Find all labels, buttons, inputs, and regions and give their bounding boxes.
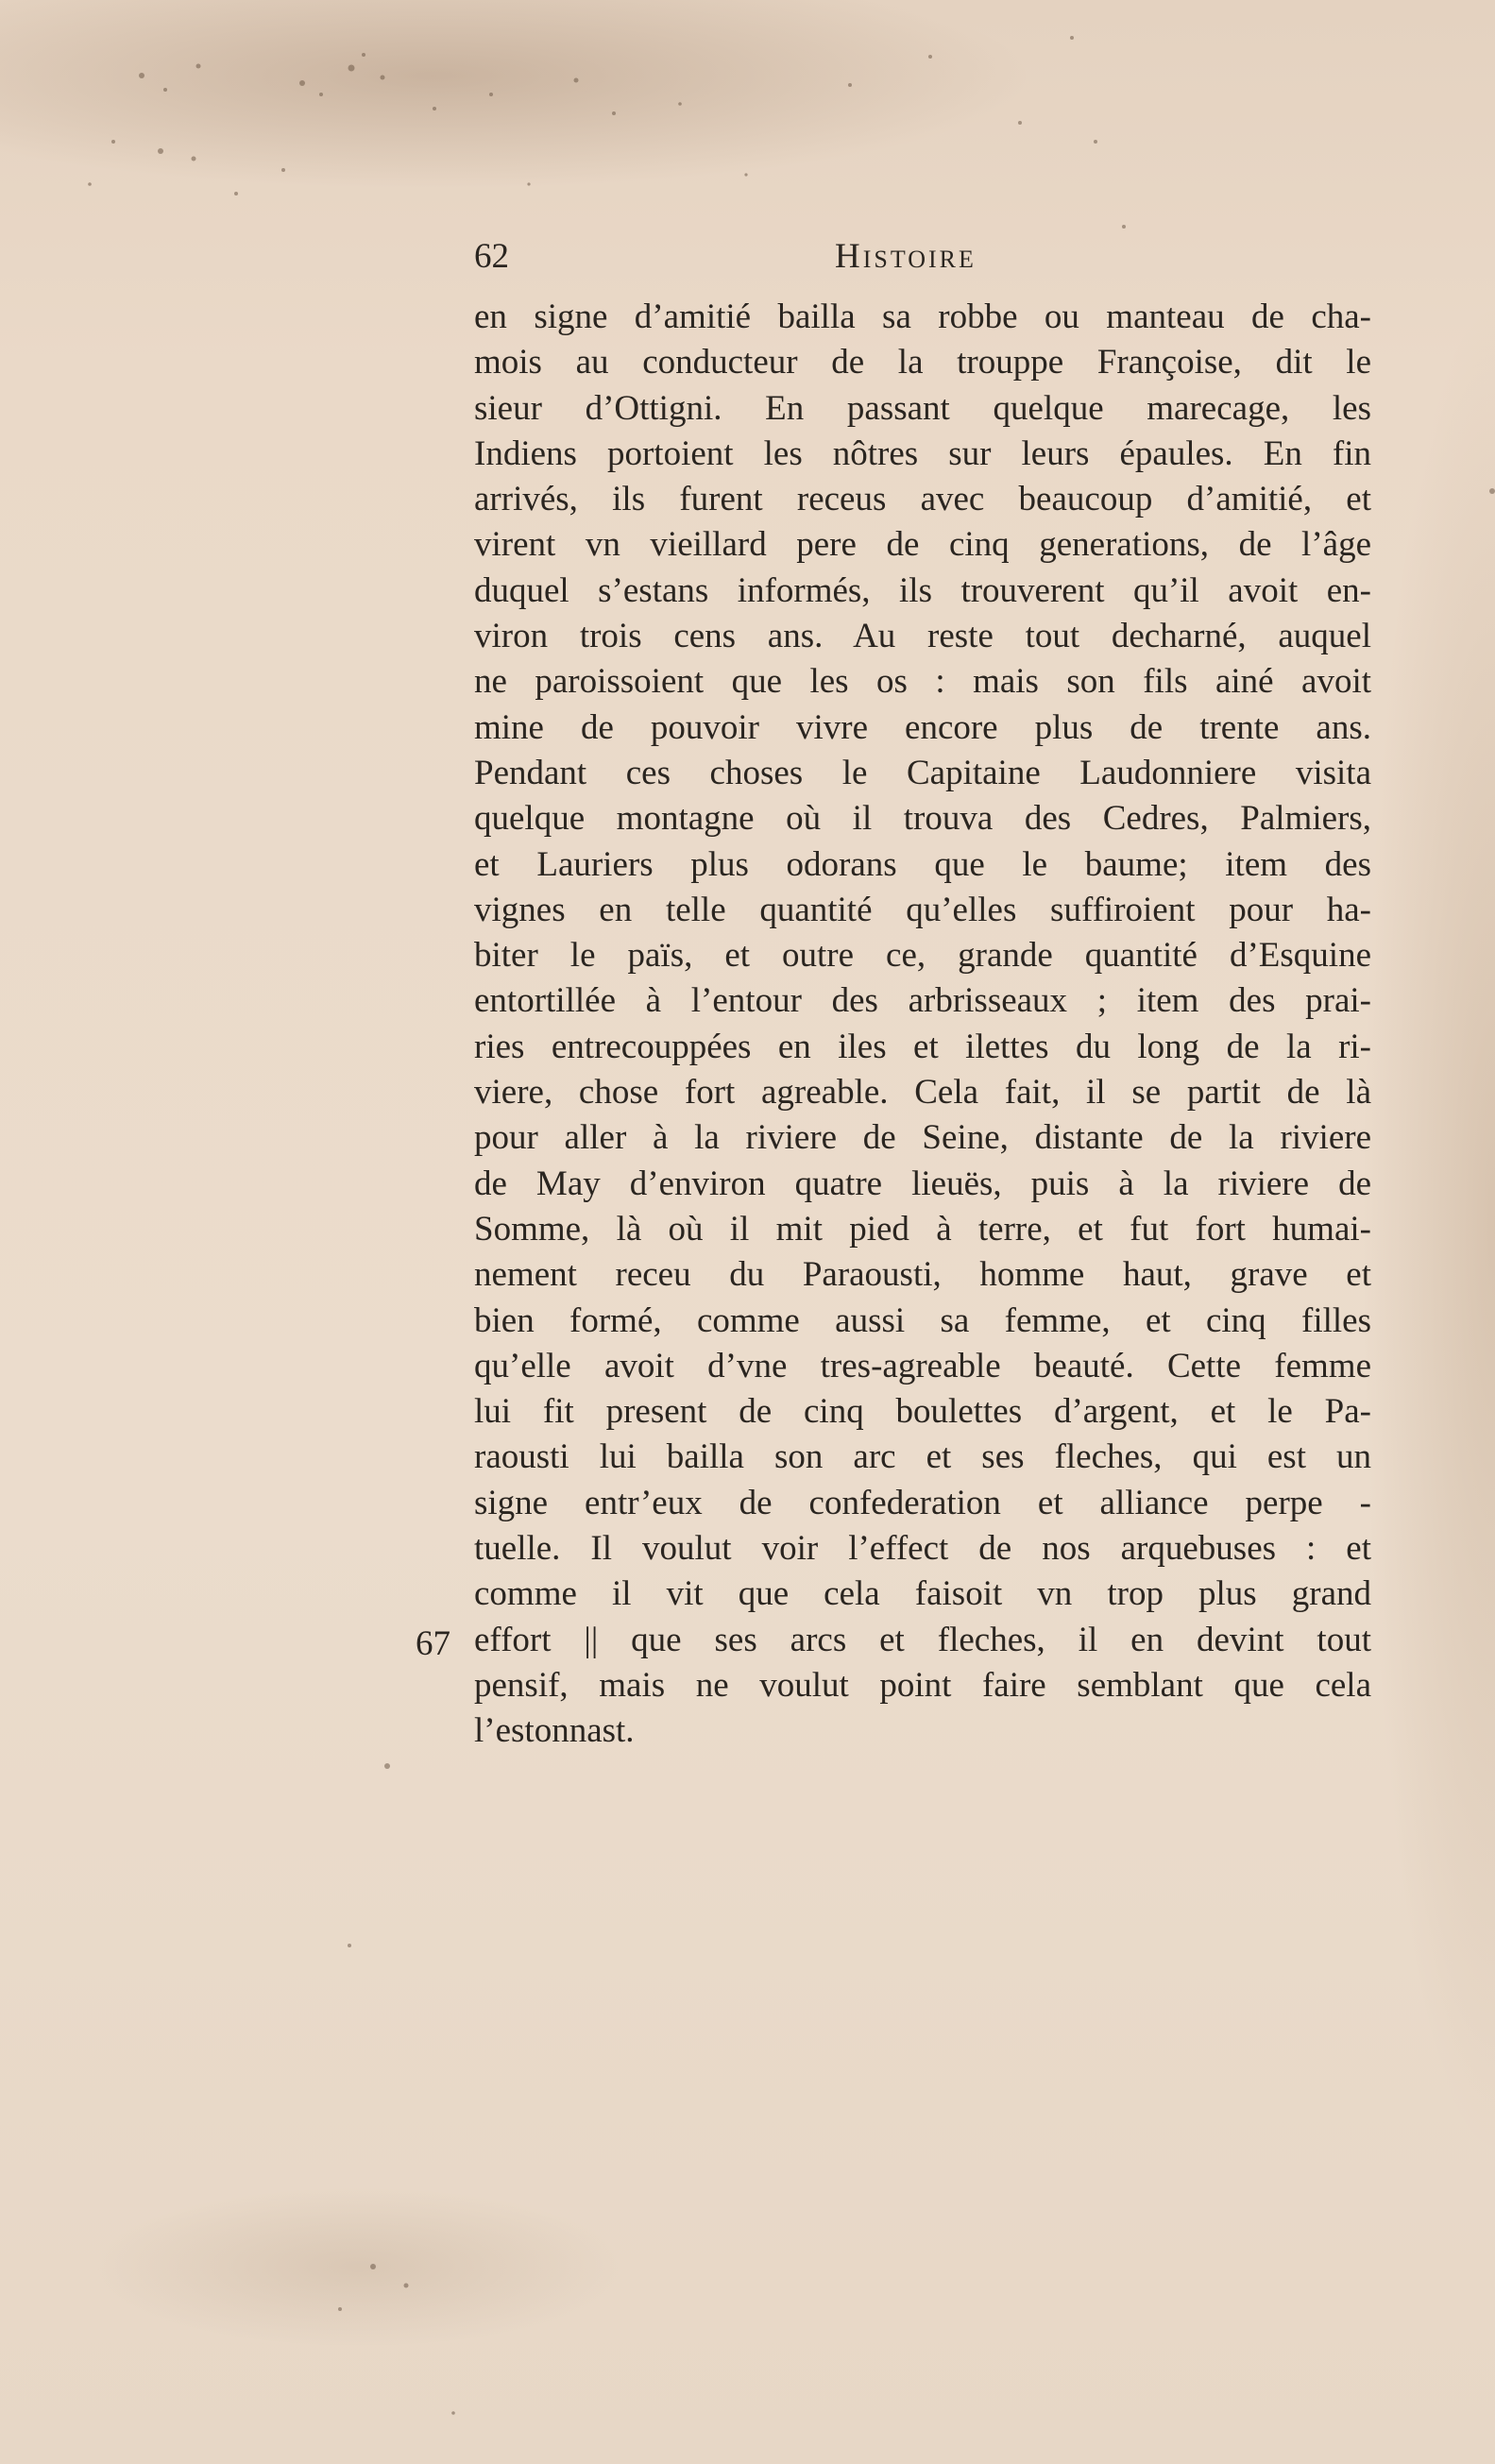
text-line-26: raousti lui bailla son arc et ses fleches, qui est un bbox=[474, 1437, 1371, 1477]
text-line-31: pensif, mais ne voulut point faire semblant que cela bbox=[474, 1665, 1371, 1705]
text-line-22: nement receu du Paraousti, homme haut, grave et bbox=[474, 1255, 1371, 1295]
text-line-17: ries entrecouppées en iles et ilettes du long de la ri- bbox=[474, 1027, 1371, 1066]
text-line-19: pour aller à la riviere de Seine, distante de la riviere bbox=[474, 1118, 1371, 1158]
text-line-27: signe entr’eux de confederation et alliance perpe - bbox=[474, 1483, 1371, 1522]
text-line-18: viere, chose fort agreable. Cela fait, il se partit de là bbox=[474, 1073, 1371, 1113]
text-line-25: lui fit present de cinq boulettes d’argent, et le Pa- bbox=[474, 1392, 1371, 1432]
text-line-16: entortillée à l’entour des arbrisseaux ; item des prai- bbox=[474, 981, 1371, 1021]
text-line-5: arrivés, ils furent receus avec beaucoup d’amitié, et bbox=[474, 480, 1371, 519]
page-number: 62 bbox=[474, 237, 509, 276]
text-line-20: de May d’environ quatre lieuës, puis à la riviere de bbox=[474, 1164, 1371, 1203]
text-line-28: tuelle. Il voulut voir l’effect de nos arquebuses : et bbox=[474, 1529, 1371, 1569]
text-line-14: vignes en telle quantité qu’elles suffiroient pour ha- bbox=[474, 890, 1371, 929]
text-line-15: biter le païs, et outre ce, grande quantité d’Esquine bbox=[474, 936, 1371, 976]
text-line-6: virent vn vieillard pere de cinq generations, de l’âge bbox=[474, 525, 1371, 565]
text-line-29: comme il vit que cela faisoit vn trop plus grand bbox=[474, 1574, 1371, 1614]
text-line-7: duquel s’estans informés, ils trouverent qu’il avoit en- bbox=[474, 570, 1371, 610]
text-line-23: bien formé, comme aussi sa femme, et cinq filles bbox=[474, 1300, 1371, 1340]
original-page-number: 67 bbox=[416, 1624, 450, 1663]
text-line-9: ne paroissoient que les os : mais son fils ainé avoit bbox=[474, 662, 1371, 702]
text-line-4: Indiens portoient les nôtres sur leurs épaules. En fin bbox=[474, 433, 1371, 473]
text-line-12: quelque montagne où il trouva des Cedres, Palmiers, bbox=[474, 799, 1371, 839]
text-line-3: sieur d’Ottigni. En passant quelque marecage, les bbox=[474, 388, 1371, 428]
text-line-1: en signe d’amitié bailla sa robbe ou manteau de cha- bbox=[474, 297, 1371, 336]
text-line-11: Pendant ces choses le Capitaine Laudonniere visita bbox=[474, 753, 1371, 792]
text-line-21: Somme, là où il mit pied à terre, et fut fort humai- bbox=[474, 1209, 1371, 1249]
text-line-10: mine de pouvoir vivre encore plus de trente ans. bbox=[474, 707, 1371, 747]
text-line-24: qu’elle avoit d’vne tres-agreable beauté. Cette femme bbox=[474, 1346, 1371, 1385]
text-line-2: mois au conducteur de la trouppe Françoise, dit le bbox=[474, 343, 1371, 382]
body-text bbox=[474, 295, 1371, 1755]
text-line-13: et Lauriers plus odorans que le baume; item des bbox=[474, 844, 1371, 884]
text-line-8: viron trois cens ans. Au reste tout decharné, auquel bbox=[474, 617, 1371, 656]
running-title: Histoire bbox=[835, 237, 977, 276]
text-line-30: effort || que ses arcs et fleches, il en devint tout bbox=[474, 1620, 1371, 1659]
running-head bbox=[474, 236, 1371, 278]
text-line-32: l’estonnast. bbox=[474, 1711, 635, 1751]
